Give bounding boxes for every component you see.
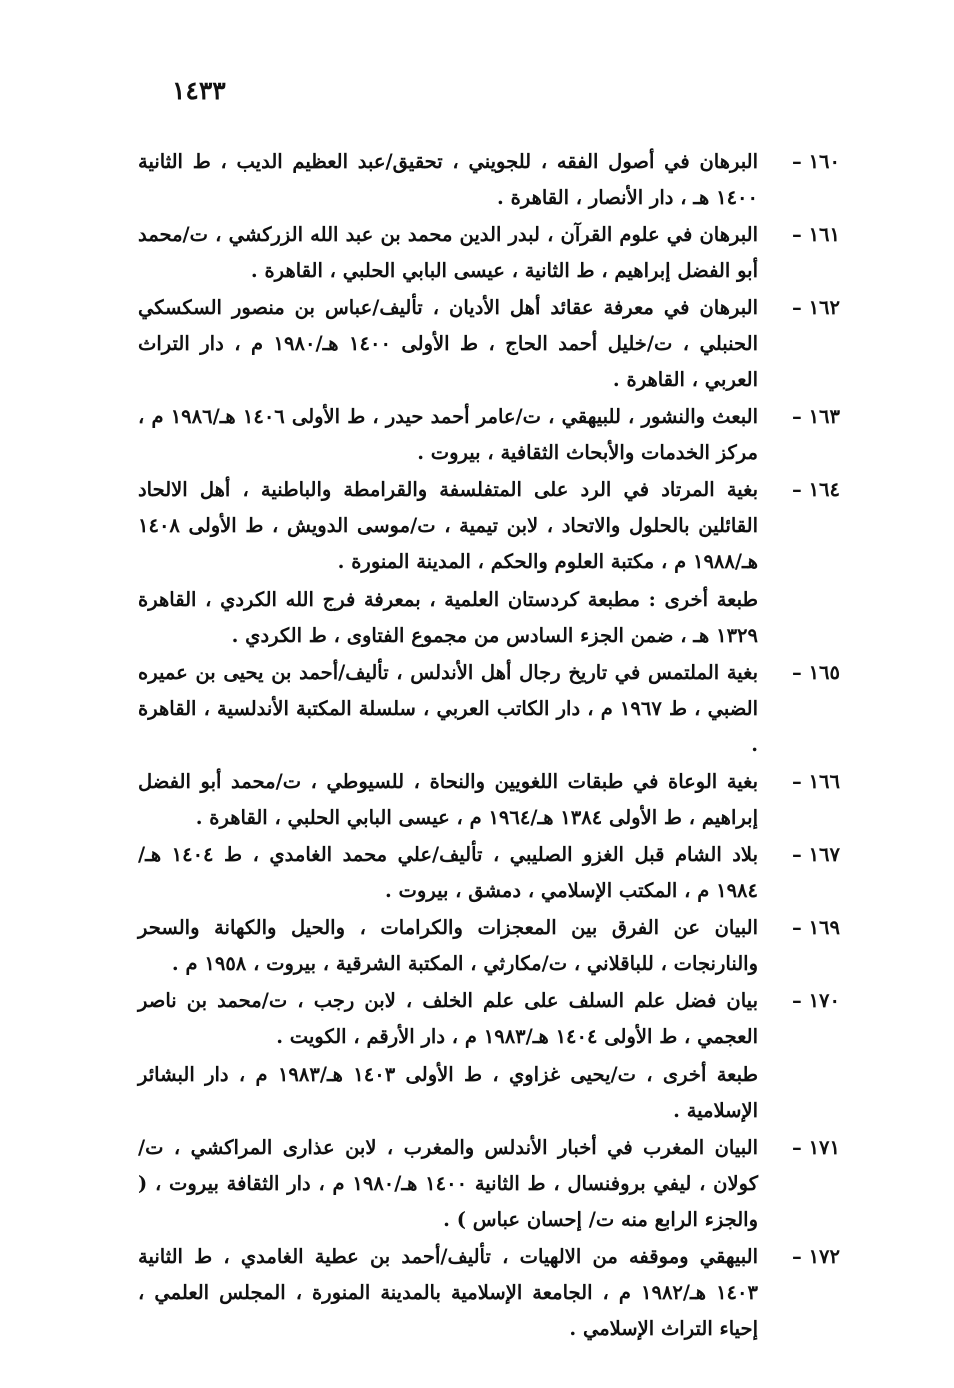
bibliography-entry bbox=[138, 399, 840, 471]
bibliography-entry bbox=[138, 217, 840, 289]
entry-text: البرهان في أصول الفقه ، للجويني ، تحقيق/عبد العظيم الديب ، ط الثانية ١٤٠٠ هـ ، دار الأنصار ، القاهرة . bbox=[138, 150, 758, 209]
bibliography-entry bbox=[138, 1239, 840, 1347]
entry-text: البعث والنشور ، للبيهقي ، ت/عامر أحمد حيدر ، ط الأولى ١٤٠٦ هـ/١٩٨٦ م ، مركز الخدمات والأبحاث الثقافية ، بيروت . bbox=[138, 405, 758, 464]
entry-number: ١٦٢ – bbox=[792, 296, 840, 319]
bibliography-entry bbox=[138, 1130, 840, 1238]
entry-number: ١٦٠ – bbox=[792, 150, 840, 173]
entry-number: ١٦٣ – bbox=[792, 405, 840, 428]
bibliography-entry bbox=[138, 983, 840, 1129]
entry-number: ١٦٥ – bbox=[792, 661, 840, 684]
entry-alternate-edition: طبعة أخرى : مطبعة كردستان العلمية ، بمعرفة فرج الله الكردي ، القاهرة ١٣٢٩ هـ ، ضمن الجزء السادس من مجموع الفتاوى ، ط الكردي . bbox=[138, 588, 758, 647]
entry-text: بغية المرتاد في الرد على المتفلسفة والقرامطة والباطنية ، أهل الالحاد القائلين بالحلول والاتحاد ، لابن تيمية ، ت/موسى الدويش ، ط الأولى ١٤٠٨ هـ/١٩٨٨ م ، مكتبة العلوم والحكم ، المدينة المنورة . bbox=[138, 478, 758, 573]
entry-text: البرهان في علوم القرآن ، لبدر الدين محمد بن عبد الله الزركشي ، ت/محمد أبو الفضل إبراهيم ، ط الثانية ، عيسى البابي الحلبي ، القاهرة . bbox=[138, 223, 758, 282]
bibliography-entry bbox=[138, 144, 840, 216]
entry-text: بغية الوعاة في طبقات اللغويين والنحاة ، للسيوطي ، ت/محمد أبو الفضل إبراهيم ، ط الأولى ١٣٨٤ هـ/١٩٦٤ م ، عيسى البابي الحلبي ، القاهرة . bbox=[138, 770, 758, 829]
bibliography-list bbox=[138, 144, 840, 1348]
entry-number: ١٦٦ – bbox=[792, 770, 840, 793]
entry-text: بغية الملتمس في تاريخ رجال أهل الأندلس ، تأليف/أحمد بن يحيى بن عميره الضبي ، ط ١٩٦٧ م ، دار الكاتب العربي ، سلسلة المكتبة الأندلسية ، القاهرة . bbox=[138, 661, 758, 756]
entry-number: ١٦٤ – bbox=[792, 478, 840, 501]
entry-text: البيان المغرب في أخبار الأندلس والمغرب ، لابن عذارى المراكشي ، ت/ كولان ، ليفي بروفنسال ، ط الثانية ١٤٠٠ هـ/١٩٨٠ م ، دار الثقافة بيروت ، ( والجزء الرابع منه ت/ إحسان عباس ) . bbox=[138, 1136, 758, 1231]
entry-number: ١٦١ – bbox=[792, 223, 840, 246]
entry-text: البيان عن الفرق بين المعجزات والكرامات ، والحيل والكهانة والسحر والنارنجات ، للباقلاني ، ت/مكارثي ، المكتبة الشرقية ، بيروت ، ١٩٥٨ م . bbox=[138, 916, 758, 975]
entry-number: ١٧٠ – bbox=[792, 989, 840, 1012]
entry-text: البرهان في معرفة عقائد أهل الأديان ، تأليف/عباس بن منصور السكسكي الحنبلي ، ت/خليل أحمد الحاج ، ط الأولى ١٤٠٠ هـ/١٩٨٠ م ، دار التراث العربي ، القاهرة . bbox=[138, 296, 758, 391]
bibliography-entry bbox=[138, 910, 840, 982]
entry-text: البيهقي وموقفه من الالهيات ، تأليف/أحمد بن عطية الغامدي ، ط الثانية ١٤٠٣ هـ/١٩٨٢ م ، الجامعة الإسلامية بالمدينة المنورة ، المجلس العلمي ، إحياء التراث الإسلامي . bbox=[138, 1245, 758, 1340]
bibliography-entry bbox=[138, 837, 840, 909]
entry-text: بيان فضل علم السلف على علم الخلف ، لابن رجب ، ت/محمد بن ناصر العجمي ، ط الأولى ١٤٠٤ هـ/١٩٨٣ م ، دار الأرقم ، الكويت . bbox=[138, 989, 758, 1048]
entry-number: ١٦٧ – bbox=[792, 843, 840, 866]
bibliography-entry bbox=[138, 290, 840, 398]
bibliography-entry bbox=[138, 655, 840, 763]
entry-number: ١٧١ – bbox=[792, 1136, 840, 1159]
page-number: ١٤٣٣ bbox=[172, 76, 226, 105]
entry-text: بلاد الشام قبل الغزو الصليبي ، تأليف/علي محمد الغامدي ، ط ١٤٠٤ هـ/ ١٩٨٤ م ، المكتب الإسلامي ، دمشق ، بيروت . bbox=[138, 843, 758, 902]
entry-number: ١٧٢ – bbox=[792, 1245, 840, 1268]
bibliography-entry bbox=[138, 472, 840, 654]
bibliography-entry bbox=[138, 764, 840, 836]
entry-number: ١٦٩ – bbox=[792, 916, 840, 939]
entry-alternate-edition: طبعة أخرى ، ت/يحيى غزاوي ، ط الأولى ١٤٠٣ هـ/١٩٨٣ م ، دار البشائر الإسلامية . bbox=[138, 1063, 758, 1122]
